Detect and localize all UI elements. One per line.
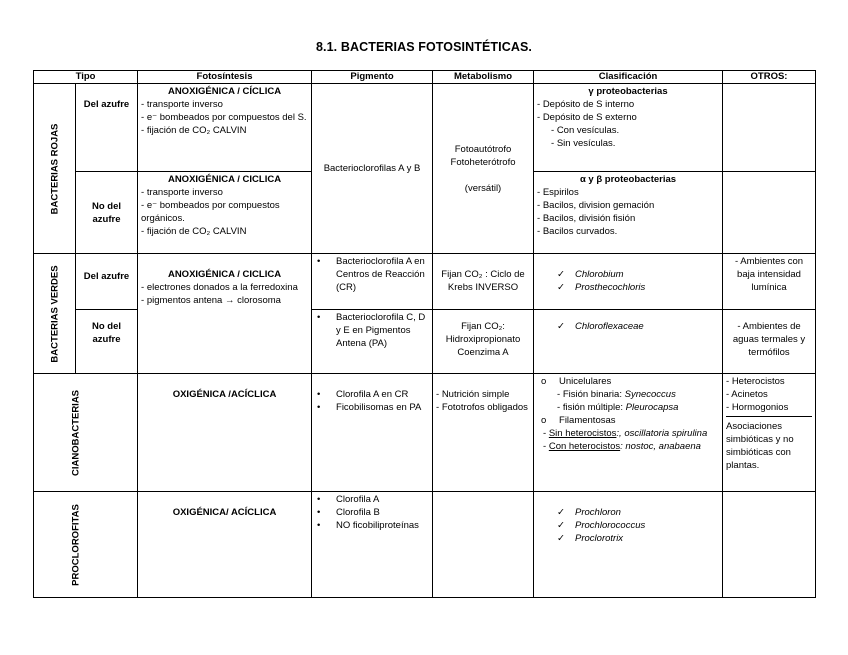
- row-cianobacterias: [34, 374, 816, 492]
- document-title: 8.1. BACTERIAS FOTOSINTÉTICAS.: [316, 40, 532, 54]
- subtype-rojas-no-azufre: No del azufre: [76, 172, 138, 254]
- header-otros: OTROS:: [723, 71, 816, 84]
- metabolismo-verdes-no-azufre: Fijan CO₂: Hidroxipropionato Coenzima A: [433, 310, 534, 374]
- metabolismo-verdes-azufre: Fijan CO₂ : Ciclo de Krebs INVERSO: [433, 254, 534, 310]
- subtype-rojas-azufre: Del azufre: [76, 84, 138, 172]
- header-row: [34, 71, 816, 84]
- divider: [726, 416, 812, 417]
- pigmento-rojas: Bacterioclorofilas A y B: [312, 84, 433, 254]
- header-fotosintesis: Fotosíntesis: [138, 71, 312, 84]
- clasificacion-rojas-no-azufre: α y β proteobacterias - Espirilos - Bacilos, division gemación - Bacilos, división fisión - Bacilos curvados.: [534, 172, 723, 254]
- foto-verdes: ANOXIGÉNICA / CICLICA - electrones donados a la ferredoxina - pigmentos antena → clorosoma: [138, 254, 312, 374]
- clasificacion-ciano: o Unicelulares - Fisión binaria: Synecoccus - fisión múltiple: Pleurocapsa o Filamentosas - Sin heterocistos:, oscillatoria spirulina - Con heterocistos: nostoc, anabaena: [534, 374, 723, 492]
- otros-verdes-no-azufre: - Ambientes de aguas termales y termófilos: [723, 310, 816, 374]
- clasificacion-rojas-azufre: γ proteobacterias - Depósito de S interno - Depósito de S externo - Con vesículas. - Sin vesículas.: [534, 84, 723, 172]
- foto-ciano: OXIGÉNICA /ACÍCLICA: [138, 374, 312, 492]
- clasificacion-proclo: ✓ Prochloron ✓ Prochlorococcus ✓ Proclorotrix: [534, 492, 723, 598]
- pigmento-proclo: • Clorofila A • Clorofila B • NO ficobiliproteínas: [312, 492, 433, 598]
- metabolismo-rojas: Fotoautótrofo Fotoheterótrofo (versátil): [433, 84, 534, 254]
- pigmento-verdes-no-azufre: • Bacterioclorofila C, D y E en Pigmentos Antena (PA): [312, 310, 433, 374]
- header-tipo: Tipo: [34, 71, 138, 84]
- metabolismo-proclo: [433, 492, 534, 598]
- row-rojas-azufre: [34, 84, 816, 172]
- otros-verdes-azufre: - Ambientes con baja intensidad lumínica: [723, 254, 816, 310]
- header-metabolismo: Metabolismo: [433, 71, 534, 84]
- pigmento-ciano: • Clorofila A en CR • Ficobilisomas en PA: [312, 374, 433, 492]
- group-cianobacterias: CIANOBACTERIAS: [34, 374, 138, 492]
- row-proclorofitas: [34, 492, 816, 598]
- foto-proclo: OXIGÉNICA/ ACÍCLICA: [138, 492, 312, 598]
- metabolismo-ciano: - Nutrición simple - Fototrofos obligados: [433, 374, 534, 492]
- row-verdes-azufre: [34, 254, 816, 310]
- clasificacion-verdes-no-azufre: ✓ Chloroflexaceae: [534, 310, 723, 374]
- otros-proclo: [723, 492, 816, 598]
- otros-rojas-no-azufre: [723, 172, 816, 254]
- foto-rojas-azufre: ANOXIGÉNICA / CÍCLICA - transporte inverso - e⁻ bombeados por compuestos del S. - fijación de CO₂ CALVIN: [138, 84, 312, 172]
- otros-ciano: - Heterocistos - Acinetos - Hormogonios Asociaciones simbióticas y no simbióticas con plantas.: [723, 374, 816, 492]
- pigmento-verdes-azufre: • Bacterioclorofila A en Centros de Reacción (CR): [312, 254, 433, 310]
- foto-rojas-no-azufre: ANOXIGÉNICA / CICLICA - transporte inverso - e⁻ bombeados por compuestos orgánicos. - fijación de CO₂ CALVIN: [138, 172, 312, 254]
- group-bacterias-verdes: BACTERIAS VERDES: [34, 254, 76, 374]
- header-clasificacion: Clasificación: [534, 71, 723, 84]
- header-pigmento: Pigmento: [312, 71, 433, 84]
- group-proclorofitas: PROCLOROFITAS: [34, 492, 138, 598]
- subtype-verdes-azufre: Del azufre: [76, 254, 138, 310]
- group-bacterias-rojas: BACTERIAS ROJAS: [34, 84, 76, 254]
- clasificacion-verdes-azufre: ✓ Chlorobium ✓ Prosthecochloris: [534, 254, 723, 310]
- subtype-verdes-no-azufre: No del azufre: [76, 310, 138, 374]
- bacteria-table: [33, 70, 816, 598]
- otros-rojas-azufre: [723, 84, 816, 172]
